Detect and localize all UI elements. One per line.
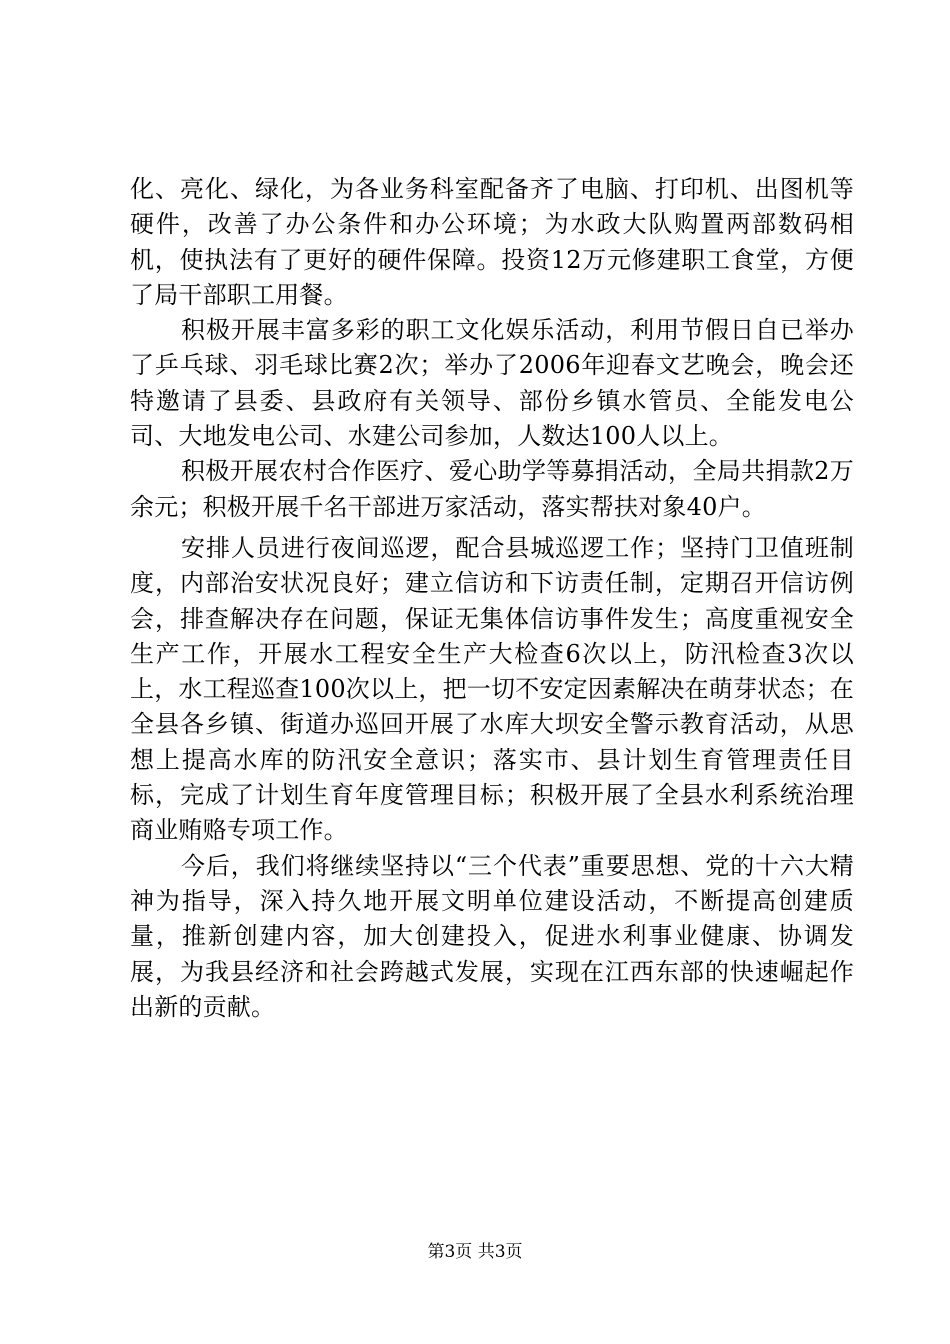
page-footer: 第3页 共3页 — [427, 1242, 523, 1262]
paragraph-continued: 化、亮化、绿化，为各业务科室配备齐了电脑、打印机、出图机等硬件，改善了办公条件和办公环境；为水政大队购置两部数码相机，使执法有了更好的硬件保障。投资12万元修建职工食堂，方便了局干部职工用餐。 — [130, 175, 854, 309]
paragraph-donations: 积极开展农村合作医疗、爱心助学等募捐活动，全局共捐款2万余元；积极开展千名干部进万家活动，落实帮扶对象40户。 — [130, 457, 854, 521]
paragraph-future-plans: 今后，我们将继续坚持以“三个代表”重要思想、党的十六大精神为指导，深入持久地开展文明单位建设活动，不断提高创建质量，推新创建内容，加大创建投入，促进水利事业健康、协调发展，为我县经济和社会跨越式发展，实现在江西东部的快速崛起作出新的贡献。 — [130, 851, 854, 1021]
document-body — [130, 172, 854, 1025]
paragraph-security-work: 安排人员进行夜间巡逻，配合县城巡逻工作；坚持门卫值班制度，内部治安状况良好；建立信访和下访责任制，定期召开信访例会，排查解决存在问题，保证无集体信访事件发生；高度重视安全生产工作，开展水工程安全生产大检查6次以上，防汛检查3次以上，水工程巡查100次以上，把一切不安定因素解决在萌芽状态；在全县各乡镇、街道办巡回开展了水库大坝安全警示教育活动，从思想上提高水库的防汛安全意识；落实市、县计划生育管理责任目标，完成了计划生育年度管理目标；积极开展了全县水利系统治理商业贿赂专项工作。 — [130, 533, 855, 845]
paragraph-cultural-activities: 积极开展丰富多彩的职工文化娱乐活动，利用节假日自已举办了乒乓球、羽毛球比赛2次；举办了2006年迎春文艺晚会，晚会还特邀请了县委、县政府有关领导、部份乡镇水管员、全能发电公司、大地发电公司、水建公司参加，人数达100人以上。 — [130, 316, 854, 451]
